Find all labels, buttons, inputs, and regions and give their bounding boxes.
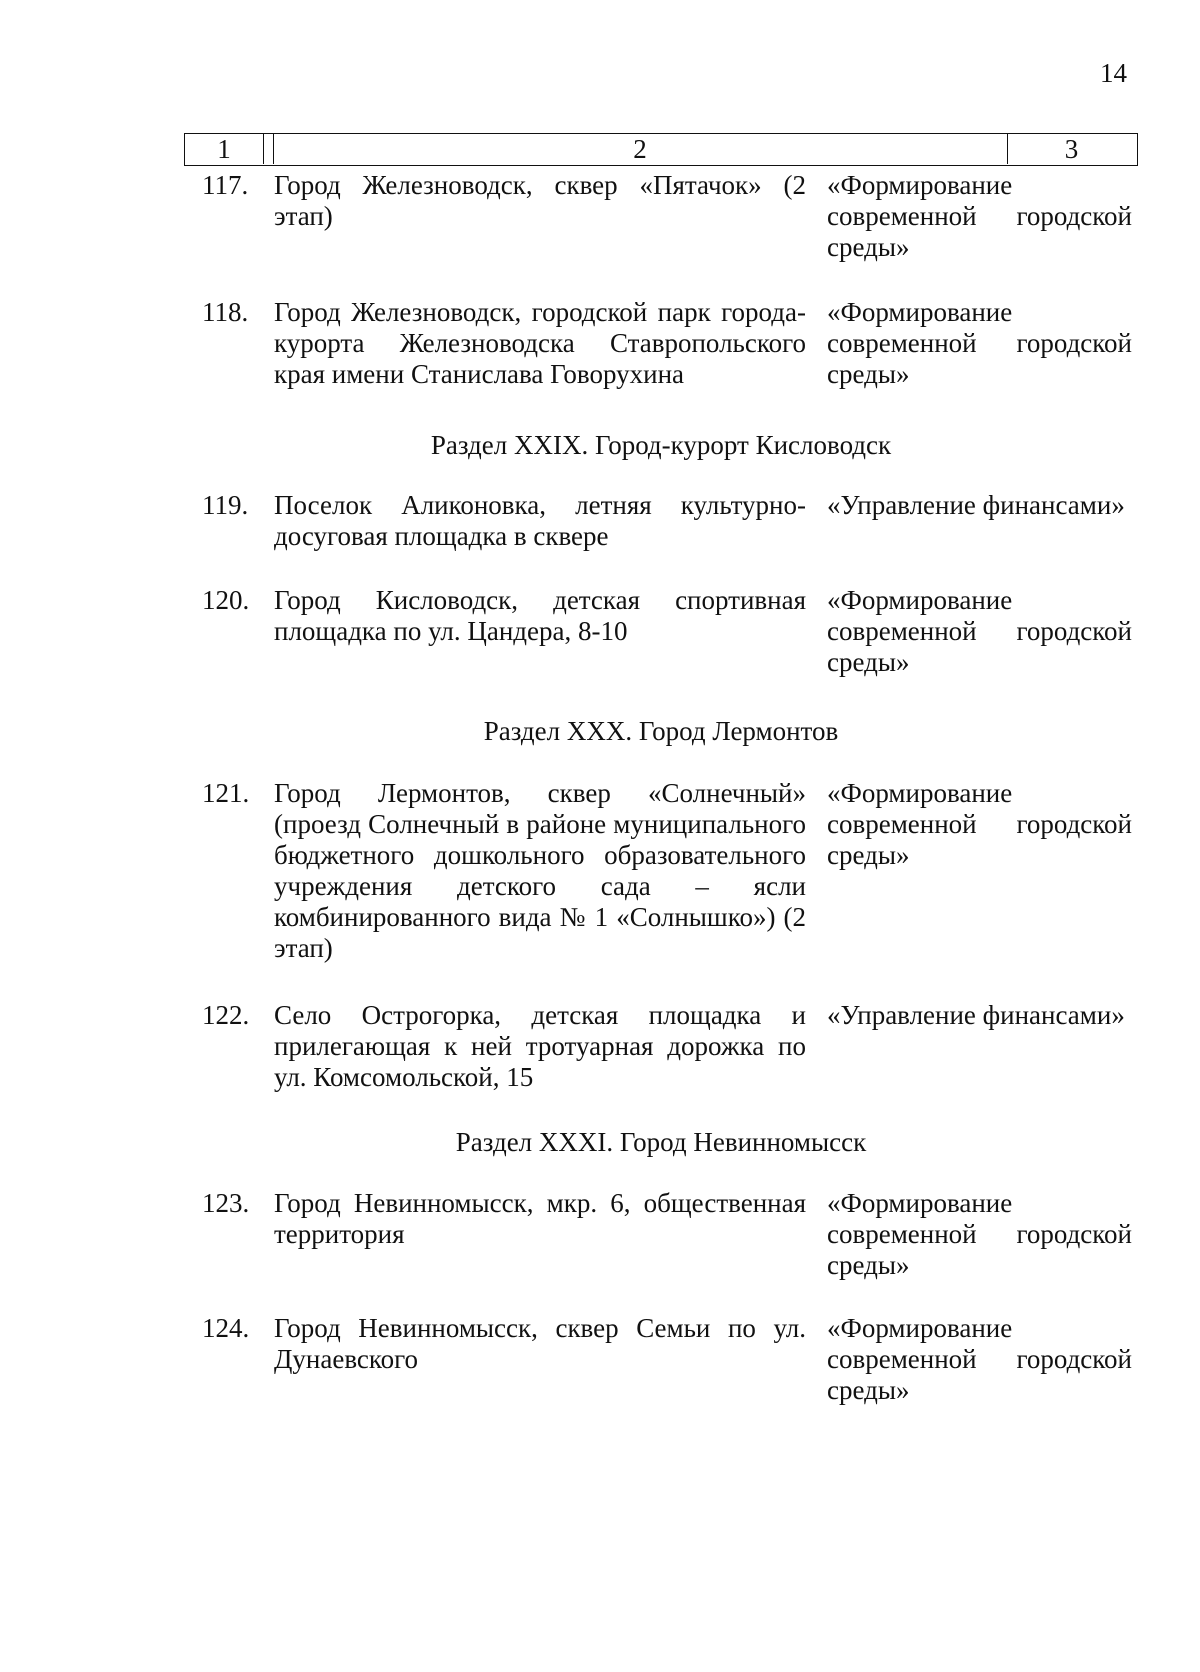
row-program: «Управление финансами»	[827, 490, 1125, 520]
row-location: Город Железноводск, городской парк города-курорта Железноводска Ставропольского края имени Станислава Говорухина	[274, 297, 806, 389]
header-col-1: 1	[185, 134, 264, 164]
page-number: 14	[1100, 58, 1127, 88]
section-heading: Раздел XXIX. Город-курорт Кисловодск	[430, 430, 892, 460]
row-location: Поселок Аликоновка, летняя культурно-досуговая площадка в сквере	[274, 490, 806, 551]
row-number: 122.	[202, 1000, 250, 1030]
row-number: 120.	[202, 585, 250, 615]
row-number: 117.	[202, 170, 249, 200]
row-number: 118.	[202, 297, 249, 327]
row-program: «Формирование современной городской среды»	[827, 778, 1132, 870]
row-number: 119.	[202, 490, 249, 520]
row-program: «Формирование современной городской среды»	[827, 1188, 1132, 1280]
row-program: «Формирование современной городской среды»	[827, 1313, 1132, 1405]
section-heading: Раздел XXX. Город Лермонтов	[483, 716, 839, 746]
table-header	[184, 133, 1138, 166]
section-heading: Раздел XXXI. Город Невинномысск	[455, 1127, 867, 1157]
row-location: Город Невинномысск, мкр. 6, общественная территория	[274, 1188, 806, 1249]
row-location: Город Железноводск, сквер «Пятачок» (2 этап)	[274, 170, 806, 231]
row-program: «Управление финансами»	[827, 1000, 1125, 1030]
row-location: Село Острогорка, детская площадка и прилегающая к ней тротуарная дорожка по ул. Комсомольской, 15	[274, 1000, 806, 1092]
row-location: Город Лермонтов, сквер «Солнечный» (проезд Солнечный в районе муниципального бюджетного дошкольного образовательного учреждения детского сада – ясли комбинированного вида № 1 «Солнышко») (2 этап)	[274, 778, 806, 963]
row-program: «Формирование современной городской среды»	[827, 585, 1132, 677]
row-number: 124.	[202, 1313, 250, 1343]
row-location: Город Невинномысск, сквер Семьи по ул. Дунаевского	[274, 1313, 806, 1374]
header-col-3: 3	[1064, 134, 1079, 164]
row-program: «Формирование современной городской среды»	[827, 297, 1132, 389]
row-number: 121.	[202, 778, 250, 808]
header-col-2: 2	[273, 134, 1008, 164]
row-program: «Формирование современной городской среды»	[827, 170, 1132, 262]
row-location: Город Кисловодск, детская спортивная площадка по ул. Цандера, 8-10	[274, 585, 806, 646]
row-number: 123.	[202, 1188, 250, 1218]
